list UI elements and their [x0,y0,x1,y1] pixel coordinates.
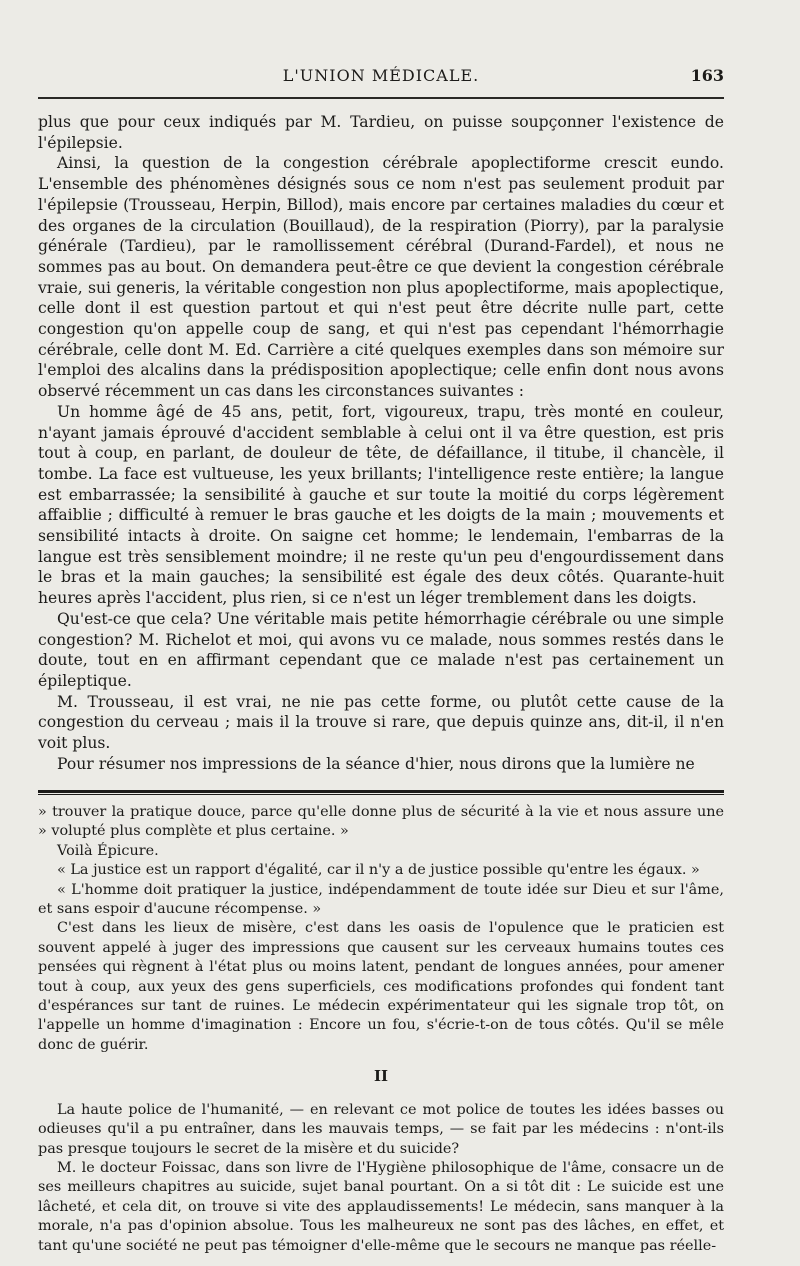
paragraph: » trouver la pratique douce, parce qu'elle donne plus de sécurité à la vie et nous assure une » volupté plus complète et plus certaine. » [38,804,724,840]
paragraph: Pour résumer nos impressions de la séance d'hier, nous dirons que la lumière ne [57,754,695,773]
page-header [38,62,724,92]
paragraph: Voilà Épicure. [57,842,159,859]
paragraph: « L'homme doit pratiquer la justice, indépendamment de toute idée sur Dieu et sur l'âme, et sans espoir d'aucune récompense. » [38,881,724,918]
paragraph: plus que pour ceux indiqués par M. Tardieu, on puisse soupçonner l'existence de l'épilepsie. [38,113,724,152]
section-numeral: II [373,1067,389,1086]
running-title: L'UNION MÉDICALE. [282,66,480,85]
feuilleton-text [38,803,724,1256]
paragraph: « La justice est un rapport d'égalité, car il n'y a de justice possible qu'entre les égaux. » [57,862,700,879]
header-rule [38,97,724,99]
main-text [38,112,724,775]
paragraph: C'est dans les lieux de misère, c'est dans les oasis de l'opulence que le praticien est souvent appelé à juger des impressions que causent sur les cerveaux humains toutes ces pensées qui règnent à l'état plus ou moins latent, pendant de longues années, pour amener tout à coup, aux yeux des gens superficiels, ces modifications profondes qui fondent tant d'espérances sur tant de ruines. Le médecin expérimentateur qui les signale trop tôt, on l'appelle un homme d'imagination : Encore un fou, s'écrie-t-on de tous côtés. Qu'il se mêle donc de guérir. [38,920,724,1053]
feuilleton-divider [38,790,724,795]
paragraph: La haute police de l'humanité, — en relevant ce mot police de toutes les idées basses ou odieuses qu'il a pu entraîner, dans les mauvais temps, — se fait par les médecins : n'ont-ils pas presque toujours le secret de la misère et du suicide? [38,1101,724,1157]
paragraph: Un homme âgé de 45 ans, petit, fort, vigoureux, trapu, très monté en couleur, n'ayant jamais éprouvé d'accident semblable à celui ont il va être question, est pris tout à coup, en parlant, de douleur de tête, de défaillance, il titube, il chancèle, il tombe. La face est vultueuse, les yeux brillants; l'intelligence reste entière; la langue est embarrassée; la sensibilité à gauche et sur toute la moitié du corps légèrement affaiblie ; difficulté à remuer le bras gauche et les doigts de la main ; mouvements et sensibilité intacts à droite. On saigne cet homme; le lendemain, l'embarras de la langue est très sensiblement moindre; il ne reste qu'un peu d'engourdissement dans le bras et la main gauches; la sensibilité est égale des deux côtés. Quarante-huit heures après l'accident, plus rien, si ce n'est un léger tremblement dans les doigts. [38,402,724,608]
paragraph: M. le docteur Foissac, dans son livre de l'Hygiène philosophique de l'âme, consacre un de ses meilleurs chapitres au suicide, sujet banal pourtant. On a si tôt dit : Le suicide est une lâcheté, et cela dit, on trouve si vite des applaudissements! Le médecin, sans manquer à la morale, n'a pas d'opinion absolue. Tous les malheureux ne sont pas des lâches, en effet, et tant qu'une société ne peut pas témoigner d'elle-même que le secours ne manque pas réelle- [38,1159,724,1254]
paragraph: Ainsi, la question de la congestion cérébrale apoplectiforme crescit eundo. L'ensemble des phénomènes désignés sous ce nom n'est pas seulement produit par l'épilepsie (Trousseau, Herpin, Billod), mais encore par certaines maladies du cœur et des organes de la circulation (Bouillaud), de la respiration (Piorry), par la paralysie générale (Tardieu), par le ramollissement cérébral (Durand-Fardel), et nous ne sommes pas au bout. On demandera peut-être ce que devient la congestion cérébrale vraie, sui generis, la véritable congestion non plus apoplectiforme, mais apoplectique, celle dont il est question partout et qui n'est peut être décrite nulle part, cette congestion qu'on appelle coup de sang, et qui n'est pas cependant l'hémorrhagie cérébrale, celle dont M. Ed. Carrière a cité quelques exemples dans son mémoire sur l'emploi des alcalins dans la prédisposition apoplectique; celle enfin dont nous avons observé récemment un cas dans les circonstances suivantes : [38,154,724,401]
paragraph: Qu'est-ce que cela? Une véritable mais petite hémorrhagie cérébrale ou une simple congestion? M. Richelot et moi, qui avons vu ce malade, nous sommes restés dans le doute, tout en en affirmant cependant que ce malade n'est pas certainement un épileptique. [38,609,724,690]
page-number: 163 [690,66,724,85]
paragraph: M. Trousseau, il est vrai, ne nie pas cette forme, ou plutôt cette cause de la congestion du cerveau ; mais il la trouve si rare, que depuis quinze ans, dit-il, il n'en voit plus. [38,692,724,753]
